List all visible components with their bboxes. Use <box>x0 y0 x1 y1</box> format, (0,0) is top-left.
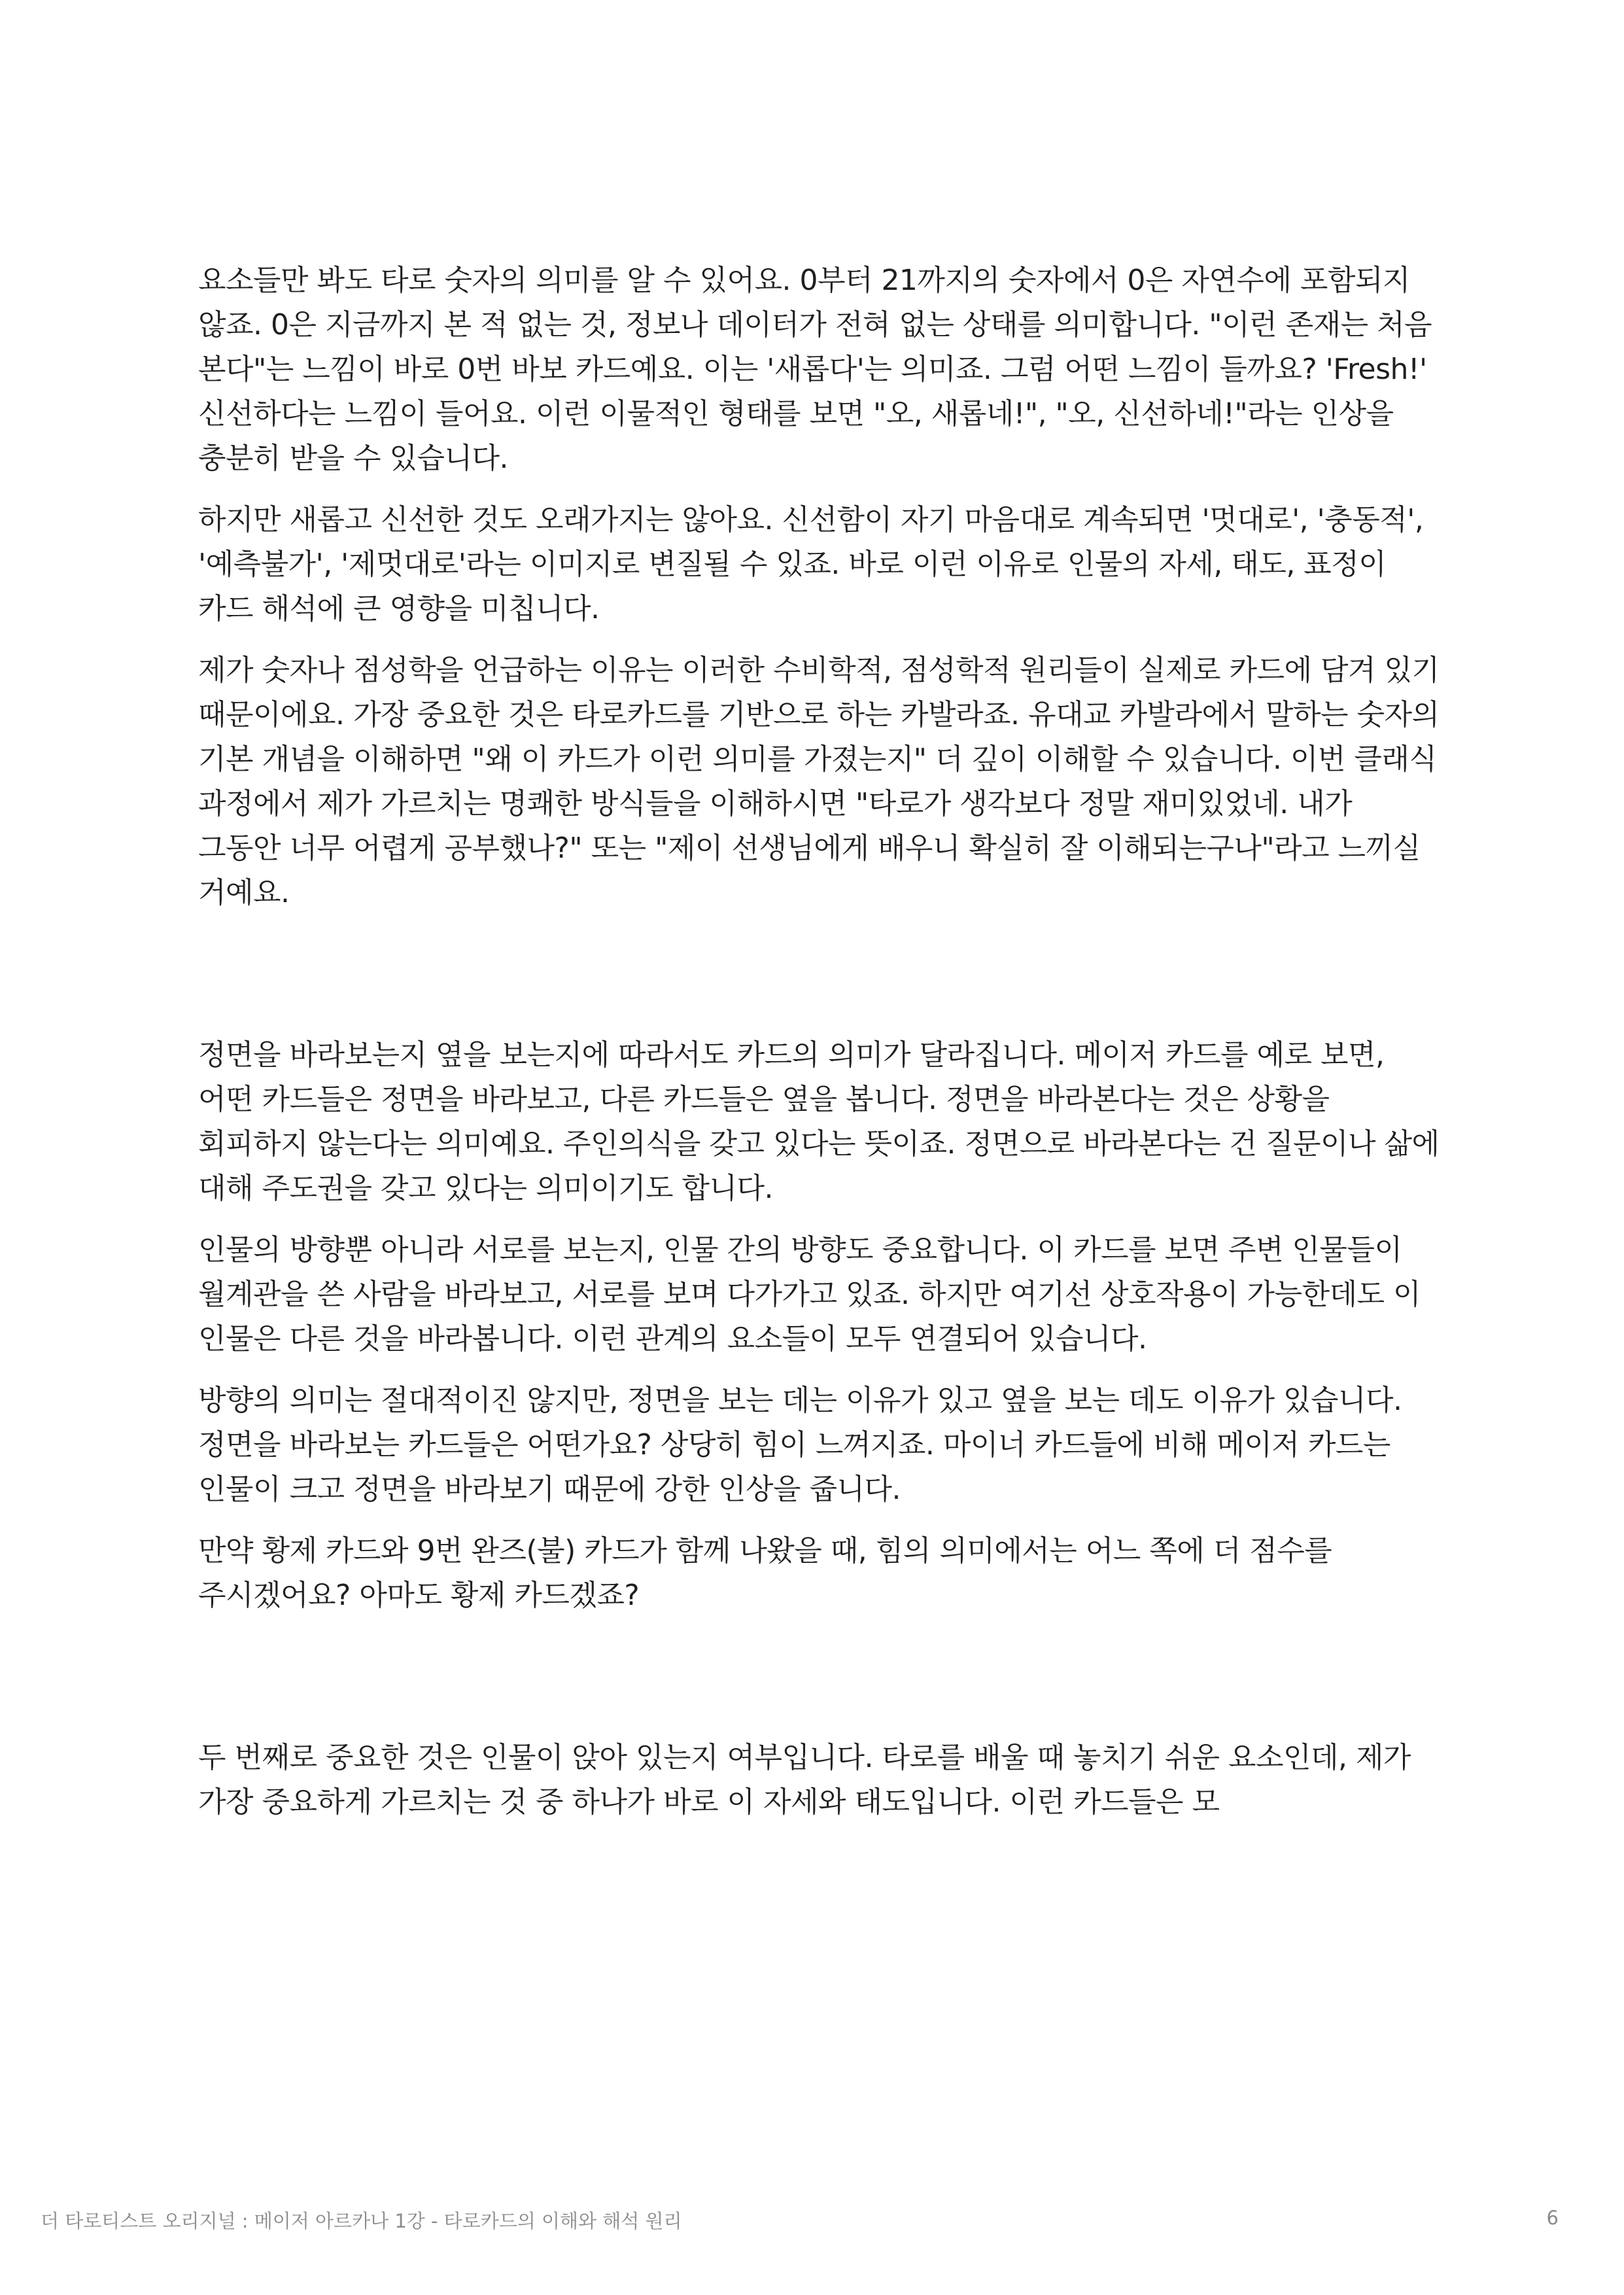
paragraph: 하지만 새롭고 신선한 것도 오래가지는 않아요. 신선함이 자기 마음대로 계속되면 '멋대로', '충동적', '예측불가', '제멋대로'라는 이미지로 변질될 수 있죠. 바로 이런 이유로 인물의 자세, 태도, 표정이 카드 해석에 큰 영향을 미칩니다. <box>198 503 1424 625</box>
page-number: 6 <box>1546 2207 1559 2229</box>
paragraph: 방향의 의미는 절대적이진 않지만, 정면을 보는 데는 이유가 있고 옆을 보는 데도 이유가 있습니다. 정면을 바라보는 카드들은 어떤가요? 상당히 힘이 느껴지죠. 마이너 카드들에 비해 메이저 카드는 인물이 크고 정면을 바라보기 때문에 강한 인상을 줍니다. <box>198 1384 1402 1506</box>
paragraph: 인물의 방향뿐 아니라 서로를 보는지, 인물 간의 방향도 중요합니다. 이 카드를 보면 주변 인물들이 월계관을 쓴 사람을 바라보고, 서로를 보며 다가가고 있죠. 하지만 여기선 상호작용이 가능한데도 이 인물은 다른 것을 바라봅니다. 이런 관계의 요소들이 모두 연결되어 있습니다. <box>198 1233 1421 1356</box>
document-body <box>198 258 1441 1825</box>
paragraph: 정면을 바라보는지 옆을 보는지에 따라서도 카드의 의미가 달라집니다. 메이저 카드를 예로 보면, 어떤 카드들은 정면을 바라보고, 다른 카드들은 옆을 봅니다. 정면을 바라본다는 것은 상황을 회피하지 않는다는 의미예요. 주인의식을 갖고 있다는 뜻이죠. 정면으로 바라본다는 건 질문이나 삶에 대해 주도권을 갖고 있다는 의미이기도 합니다. <box>198 1038 1440 1205</box>
paragraph: 만약 황제 카드와 9번 완즈(불) 카드가 함께 나왔을 때, 힘의 의미에서는 어느 쪽에 더 점수를 주시겠어요? 아마도 황제 카드겠죠? <box>198 1534 1332 1612</box>
paragraph: 두 번째로 중요한 것은 인물이 앉아 있는지 여부입니다. 타로를 배울 때 놓치기 쉬운 요소인데, 제가 가장 중요하게 가르치는 것 중 하나가 바로 이 자세와 태도입니다. 이런 카드들은 모 <box>198 1741 1411 1819</box>
paragraph: 요소들만 봐도 타로 숫자의 의미를 알 수 있어요. 0부터 21까지의 숫자에서 0은 자연수에 포함되지 않죠. 0은 지금까지 본 적 없는 것, 정보나 데이터가 전혀 없는 상태를 의미합니다. "이런 존재는 처음 본다"는 느낌이 바로 0번 바보 카드예요. 이는 '새롭다'는 의미죠. 그럼 어떤 느낌이 들까요? 'Fresh!' 신선하다는 느낌이 들어요. 이런 이물적인 형태를 보면 "오, 새롭네!", "오, 신선하네!"라는 인상을 충분히 받을 수 있습니다. <box>198 264 1432 475</box>
paragraph: 제가 숫자나 점성학을 언급하는 이유는 이러한 수비학적, 점성학적 원리들이 실제로 카드에 담겨 있기 때문이에요. 가장 중요한 것은 타로카드를 기반으로 하는 카발라죠. 유대교 카발라에서 말하는 숫자의 기본 개념을 이해하면 "왜 이 카드가 이런 의미를 가졌는지" 더 깊이 이해할 수 있습니다. 이번 클래식 과정에서 제가 가르치는 명쾌한 방식들을 이해하시면 "타로가 생각보다 정말 재미있었네. 내가 그동안 너무 어렵게 공부했나?" 또는 "제이 선생님에게 배우니 확실히 잘 이해되는구나"라고 느끼실 거예요. <box>198 654 1440 909</box>
footer-title: 더 타로티스트 오리지널 : 메이저 아르카나 1강 - 타로카드의 이해와 해석 원리 <box>41 2210 682 2232</box>
